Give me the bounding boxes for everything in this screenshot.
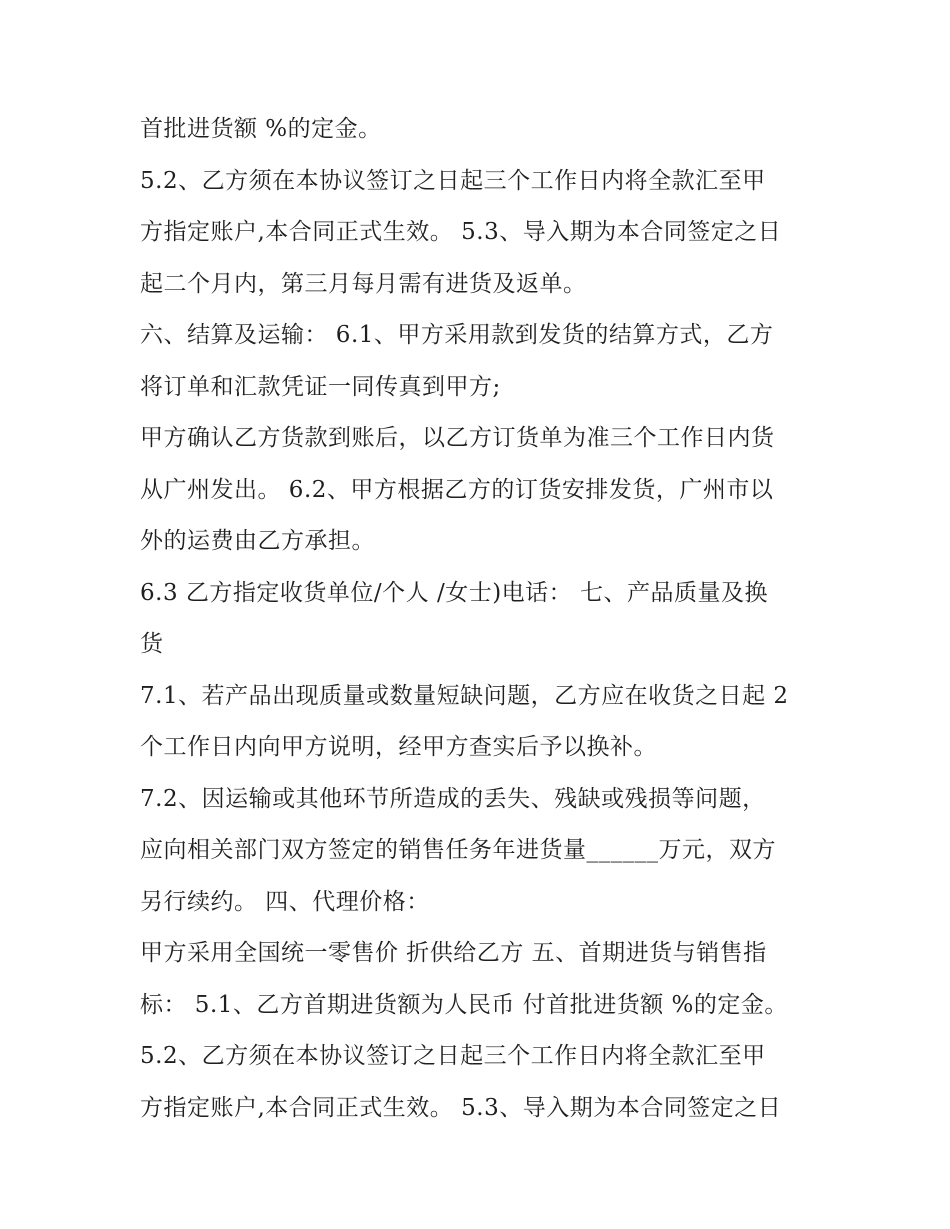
text-line: 从广州发出。 6.2、甲方根据乙方的订货安排发货，广州市以: [140, 476, 774, 503]
text-line: 外的运费由乙方承担。: [140, 528, 375, 554]
text-line: 7.2、因运输或其他环节所造成的丢失、残缺或残损等问题，: [140, 785, 766, 812]
text-line: 标： 5.1、乙方首期进货额为人民币 付首批进货额 %的定金。: [140, 991, 788, 1018]
text-line: 甲方采用全国统一零售价 折供给乙方 五、首期进货与销售指: [140, 940, 767, 966]
document-body: [140, 104, 830, 1134]
text-line: 7.1、若产品出现质量或数量短缺问题，乙方应在收货之日起 2: [140, 682, 789, 709]
text-line: 5.2、乙方须在本协议签订之日起三个工作日内将全款汇至甲: [140, 1043, 766, 1069]
text-line: 方指定账户,本合同正式生效。 5.3、导入期为本合同签定之日: [140, 219, 782, 245]
text-line: 六、结算及运输： 6.1、甲方采用款到发货的结算方式，乙方: [140, 322, 774, 348]
text-line: 6.3 乙方指定收货单位/个人 /女士)电话： 七、产品质量及换: [140, 579, 768, 606]
text-line: 甲方确认乙方货款到账后，以乙方订货单为准三个工作日内货: [140, 425, 775, 451]
text-line: 起二个月内，第三月每月需有进货及返单。: [140, 270, 587, 297]
text-line: 另行续约。 四、代理价格：: [140, 888, 430, 915]
text-line: 将订单和汇款凭证一同传真到甲方;: [140, 373, 501, 400]
text-line: 应向相关部门双方签定的销售任务年进货量______万元，双方: [140, 837, 776, 863]
text-line: 个工作日内向甲方说明，经甲方查实后予以换补。: [140, 734, 657, 760]
text-line: 5.2、乙方须在本协议签订之日起三个工作日内将全款汇至甲: [140, 167, 766, 194]
text-line: 货: [140, 631, 164, 657]
text-line: 方指定账户,本合同正式生效。 5.3、导入期为本合同签定之日: [140, 1094, 782, 1121]
text-line: 首批进货额 %的定金。: [140, 116, 382, 142]
